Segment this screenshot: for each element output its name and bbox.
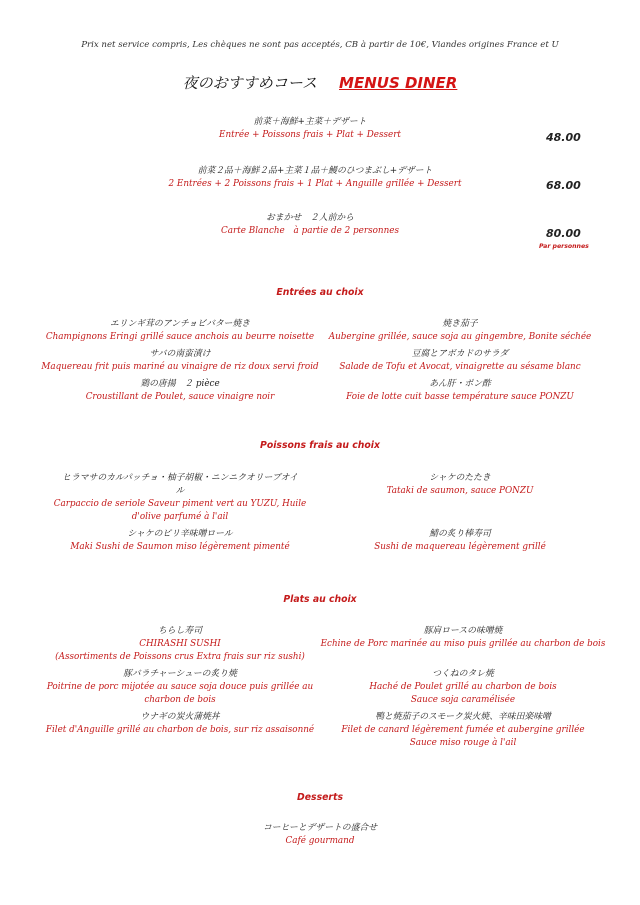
course-3-fr: Carte Blanche à partie de 2 personnes	[221, 226, 399, 236]
course-3-jp: おまかせ ２人前から	[266, 213, 354, 223]
poisson-item-jp: ヒラマサのカルパッチョ・柚子胡椒・ニンニクオリーブオイ	[62, 473, 298, 483]
entrees-right	[320, 318, 600, 404]
entree-item-jp: エリンギ茸のアンチョビバター焼き	[109, 319, 251, 329]
plat-item-fr: Poitrine de porc mijotée au sauce soja douce puis grillée au	[46, 682, 314, 692]
entree-item-jp: あん肝・ポン酢	[429, 379, 491, 389]
course-1	[160, 116, 460, 142]
entree-item-jp: 鶏の唐揚 ２ pièce	[140, 379, 220, 389]
title-jp: 夜のおすすめコース	[182, 74, 318, 92]
course-1-price: 48.00	[546, 131, 581, 144]
plat-item-jp: ちらし寿司	[158, 626, 202, 636]
entree-item-jp: サバの南蛮漬け	[149, 349, 211, 359]
plat-item-fr-cont: (Assortiments de Poissons crus Extra frais sur riz sushi)	[55, 652, 305, 662]
desserts-list	[170, 822, 470, 848]
plat-item-jp: 鴨と焼茄子のスモーク炭火焼、辛味田楽味噌	[375, 712, 551, 722]
course-2	[130, 165, 500, 191]
poisson-item-jp-cont: ル	[175, 486, 185, 496]
plat-item-fr-cont: Sauce miso rouge à l'ail	[409, 738, 517, 748]
section-desserts-title: Desserts	[297, 792, 343, 803]
course-2-jp: 前菜２品＋海鮮２品+主菜１品＋鰻のひつまぶし+デザート	[197, 166, 433, 176]
entree-item-fr: Croustillant de Poulet, sauce vinaigre noir	[85, 392, 275, 402]
plat-item-fr-cont: Sauce soja caramélisée	[410, 695, 516, 705]
plats-left	[40, 625, 320, 737]
poissons-left	[40, 472, 320, 554]
plat-item-fr-cont: charbon de bois	[144, 695, 216, 705]
plat-item-jp: ウナギの炭火蒲焼丼	[140, 712, 220, 722]
plat-item-fr: CHIRASHI SUSHI	[139, 639, 221, 649]
plat-item-jp: 豚バラチャーシューの炙り焼	[123, 669, 237, 679]
poissons-right	[320, 472, 600, 554]
plat-item-fr: Haché de Poulet grillé au charbon de bois	[369, 682, 557, 692]
poisson-item-fr: Tataki de saumon, sauce PONZU	[386, 486, 534, 496]
course-1-fr: Entrée + Poissons frais + Plat + Dessert	[219, 130, 401, 140]
plats-right	[318, 625, 608, 750]
plat-item-jp: つくねのタレ焼	[432, 669, 494, 679]
entree-item-fr: Salade de Tofu et Avocat, vinaigrette au sésame blanc	[339, 362, 581, 372]
poisson-item-jp: 鯖の炙り棒寿司	[429, 529, 491, 539]
poisson-item-fr: Sushi de maquereau légèrement grillé	[374, 542, 546, 552]
entree-item-fr: Maquereau frit puis mariné au vinaigre de riz doux servi froid	[41, 362, 319, 372]
course-2-fr: 2 Entrées + 2 Poissons frais + 1 Plat + Anguille grillée + Dessert	[168, 179, 462, 189]
entree-item-fr: Foie de lotte cuit basse température sauce PONZU	[346, 392, 574, 402]
course-3	[160, 212, 460, 238]
entree-item-fr: Champignons Eringi grillé sauce anchois au beurre noisette	[45, 332, 315, 342]
section-entrees-title: Entrées au choix	[276, 287, 364, 298]
entrees-left	[40, 318, 320, 404]
plat-item-fr: Filet d'Anguille grillé au charbon de bois, sur riz assaisonné	[45, 725, 315, 735]
entree-item-jp: 豆腐とアボカドのサラダ	[411, 349, 509, 359]
course-3-price-note: Par personnes	[539, 243, 589, 250]
section-plats-title: Plats au choix	[283, 594, 357, 605]
plat-item-fr: Echine de Porc marinée au miso puis grillée au charbon de bois	[320, 639, 606, 649]
poisson-item-fr: Maki Sushi de Saumon miso légèrement pimenté	[70, 542, 290, 552]
entree-item-jp: 焼き茄子	[442, 319, 478, 329]
plat-item-fr: Filet de canard légèrement fumée et aubergine grillée	[341, 725, 585, 735]
dessert-item-fr: Café gourmand	[285, 836, 355, 846]
poisson-item-fr: Carpaccio de seriole Saveur piment vert au YUZU, Huile	[53, 499, 307, 509]
title-fr: MENUS DINER	[339, 74, 458, 92]
section-poissons-title: Poissons frais au choix	[260, 440, 380, 451]
course-1-jp: 前菜＋海鮮+主菜＋デザート	[253, 117, 367, 127]
poisson-item-jp: シャケのたたき	[429, 473, 491, 483]
entree-item-fr: Aubergine grillée, sauce soja au gingembre, Bonite séchée	[328, 332, 592, 342]
course-2-price: 68.00	[546, 179, 581, 192]
dessert-item-jp: コーヒーとデザートの盛合せ	[262, 823, 377, 833]
price-notice: Prix net service compris, Les chèques ne sont pas acceptés, CB à partir de 10€, Viandes origines France et U	[81, 40, 559, 50]
course-3-price: 80.00	[546, 227, 581, 240]
page-title	[0, 72, 640, 93]
plat-item-jp: 豚肩ロースの味噌焼	[423, 626, 503, 636]
poisson-item-jp: シャケのピリ辛味噌ロール	[127, 529, 233, 539]
poisson-item-fr-cont: d'olive parfumé à l'ail	[131, 512, 229, 522]
